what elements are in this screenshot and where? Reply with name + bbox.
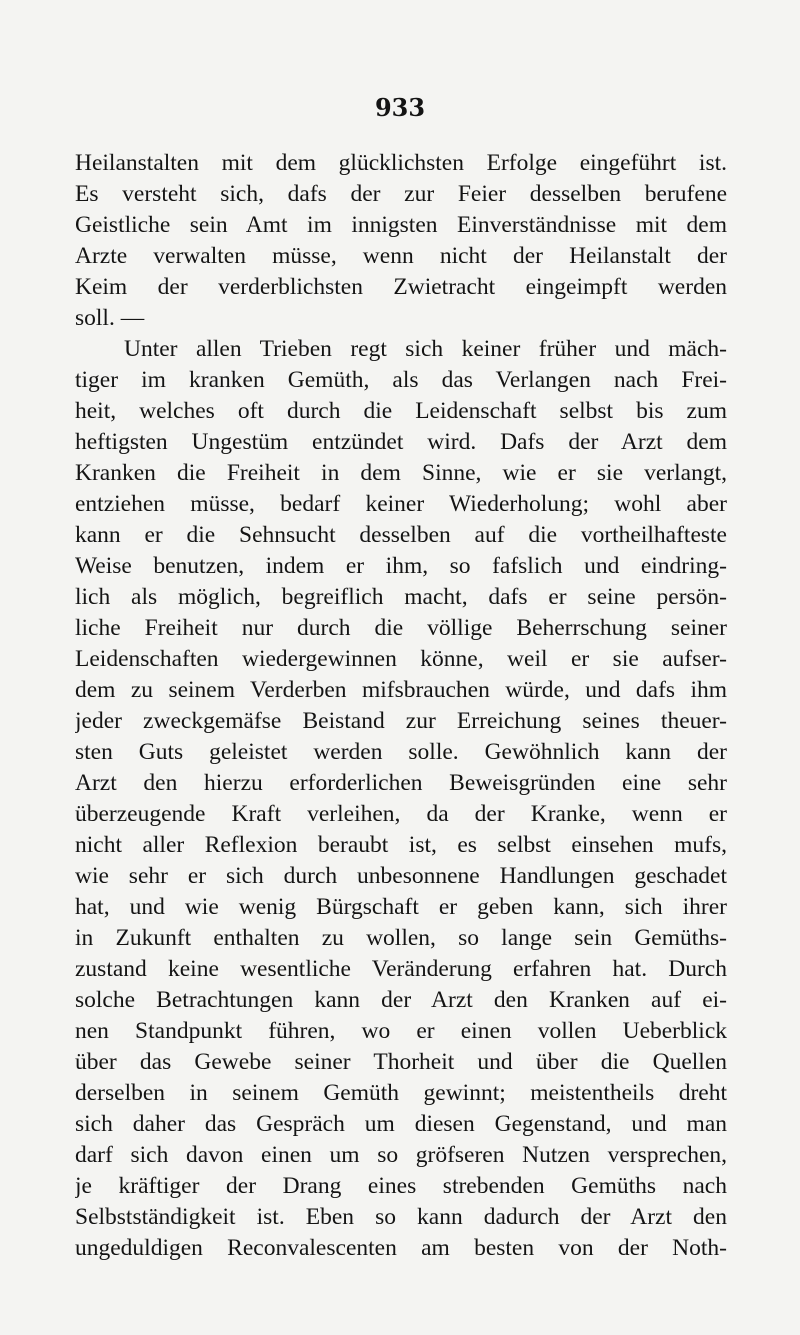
text-line: heit, welches oft durch die Leidenschaft selbst bis zum: [75, 398, 727, 424]
text-line: ungeduldigen Reconvalescenten am besten von der Noth-: [75, 1235, 727, 1261]
text-line: Weise benutzen, indem er ihm, so fafslich und eindring-: [75, 553, 727, 579]
text-line: derselben in seinem Gemüth gewinnt; meistentheils dreht: [75, 1080, 727, 1106]
text-line: Arzt den hierzu erforderlichen Beweisgründen eine sehr: [75, 770, 727, 796]
text-line: je kräftiger der Drang eines strebenden Gemüths nach: [75, 1173, 727, 1199]
text-line: wie sehr er sich durch unbesonnene Handlungen geschadet: [75, 863, 727, 889]
text-line: nicht aller Reflexion beraubt ist, es selbst einsehen mufs,: [75, 832, 727, 858]
text-line: darf sich davon einen um so gröfseren Nutzen versprechen,: [75, 1142, 727, 1168]
text-line: über das Gewebe seiner Thorheit und über die Quellen: [75, 1049, 727, 1075]
text-line: lich als möglich, begreiflich macht, dafs er seine persön-: [75, 584, 727, 610]
text-line: sich daher das Gespräch um diesen Gegenstand, und man: [75, 1111, 727, 1137]
text-line: Geistliche sein Amt im innigsten Einverständnisse mit dem: [75, 212, 727, 238]
text-line: Es versteht sich, dafs der zur Feier desselben berufene: [75, 181, 727, 207]
text-line: dem zu seinem Verderben mifsbrauchen würde, und dafs ihm: [75, 677, 727, 703]
text-line: Heilanstalten mit dem glücklichsten Erfolge eingeführt ist.: [75, 150, 727, 176]
text-line: kann er die Sehnsucht desselben auf die vortheilhafteste: [75, 522, 727, 548]
page-body-text: [75, 148, 727, 1264]
text-line: überzeugende Kraft verleihen, da der Kranke, wenn er: [75, 801, 727, 827]
text-line: entziehen müsse, bedarf keiner Wiederholung; wohl aber: [75, 491, 727, 517]
text-line: zustand keine wesentliche Veränderung erfahren hat. Durch: [75, 956, 727, 982]
page-number: 933: [374, 93, 426, 122]
text-line: Selbstständigkeit ist. Eben so kann dadurch der Arzt den: [75, 1204, 727, 1230]
text-line: sten Guts geleistet werden solle. Gewöhnlich kann der: [75, 739, 727, 765]
text-line: nen Standpunkt führen, wo er einen vollen Ueberblick: [75, 1018, 727, 1044]
text-line: in Zukunft enthalten zu wollen, so lange sein Gemüths-: [75, 925, 727, 951]
text-line: Kranken die Freiheit in dem Sinne, wie er sie verlangt,: [75, 460, 727, 486]
text-line: soll. —: [75, 305, 145, 331]
text-line: solche Betrachtungen kann der Arzt den Kranken auf ei-: [75, 987, 727, 1013]
text-line: hat, und wie wenig Bürgschaft er geben kann, sich ihrer: [75, 894, 727, 920]
text-line: tiger im kranken Gemüth, als das Verlangen nach Frei-: [75, 367, 727, 393]
text-line: Unter allen Trieben regt sich keiner früher und mäch-: [124, 336, 727, 362]
text-line: Keim der verderblichsten Zwietracht eingeimpft werden: [75, 274, 727, 300]
text-line: Arzte verwalten müsse, wenn nicht der Heilanstalt der: [75, 243, 727, 269]
text-line: heftigsten Ungestüm entzündet wird. Dafs der Arzt dem: [75, 429, 727, 455]
text-line: liche Freiheit nur durch die völlige Beherrschung seiner: [75, 615, 727, 641]
text-line: Leidenschaften wiedergewinnen könne, weil er sie aufser-: [75, 646, 727, 672]
text-line: jeder zweckgemäfse Beistand zur Erreichung seines theuer-: [75, 708, 727, 734]
